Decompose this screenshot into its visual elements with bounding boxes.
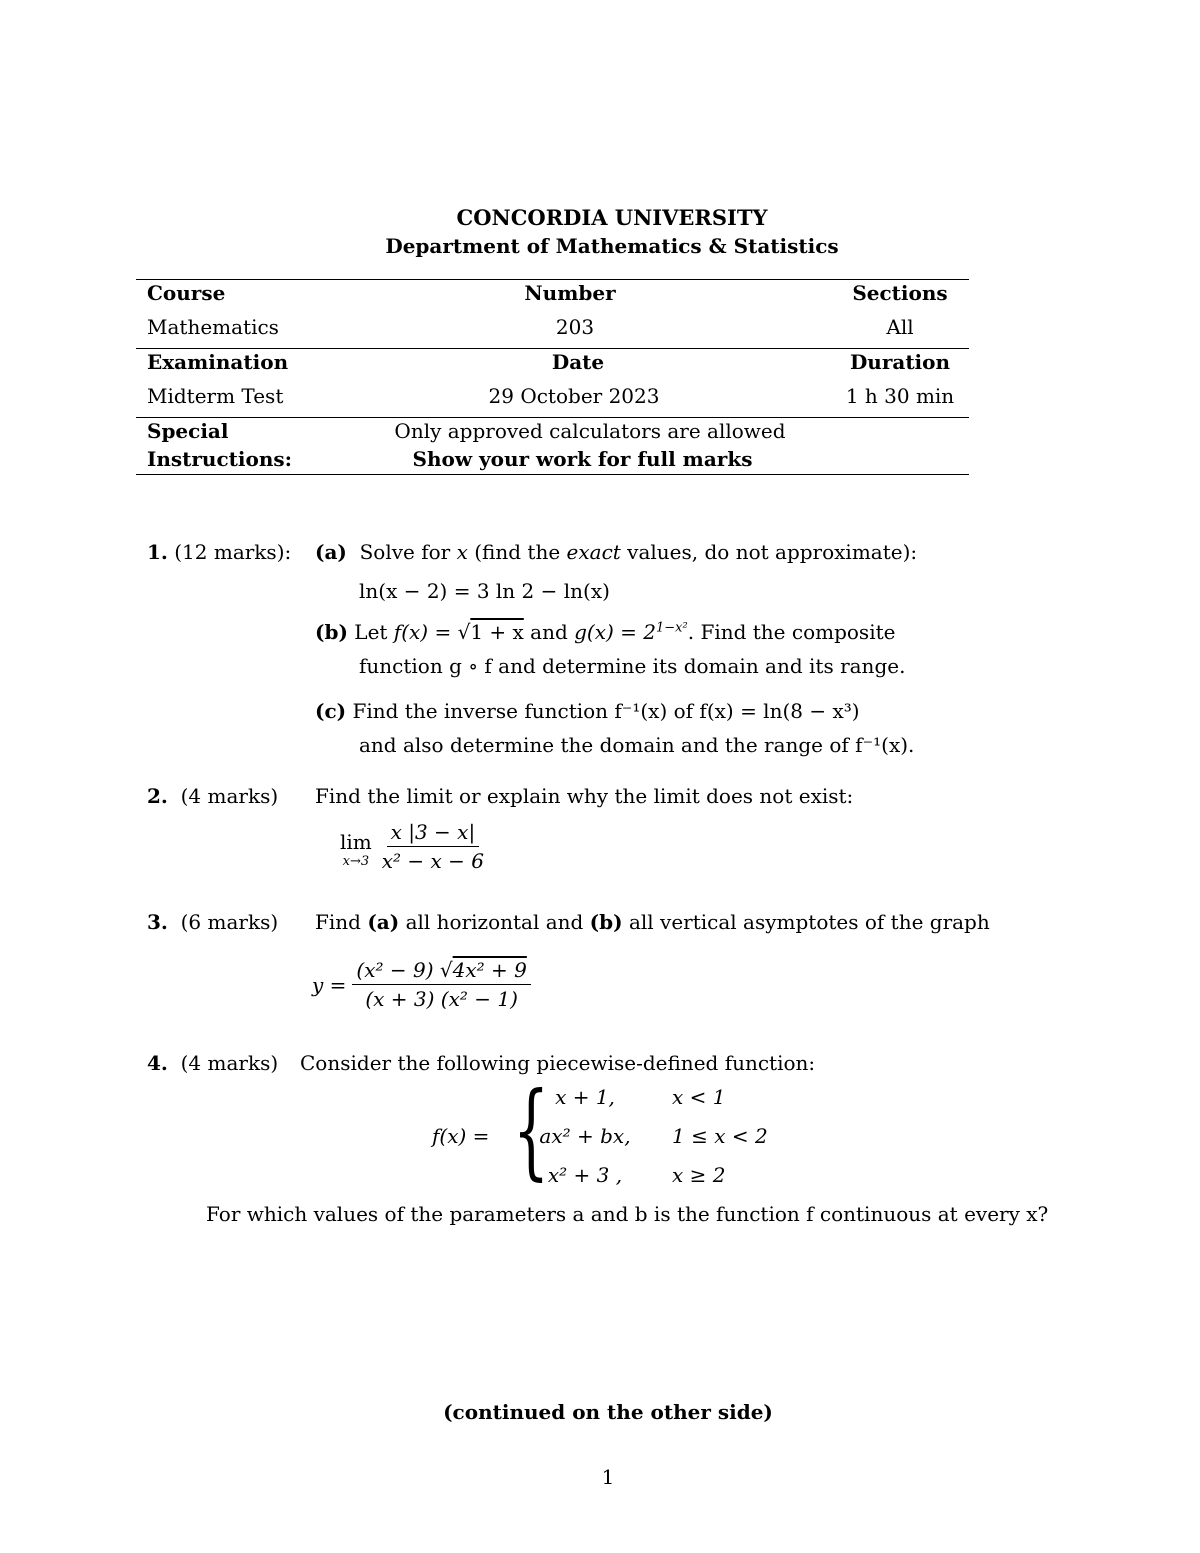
question-3-header: [147, 910, 278, 934]
duration-value: 1 h 30 min: [845, 384, 955, 408]
special-instruction-show-work: Show your work for full marks: [412, 447, 753, 471]
limit-fraction: [378, 820, 488, 873]
q1a-text: Solve for: [359, 540, 457, 564]
q3-lhs: y =: [312, 972, 347, 997]
case-3-cond: x ≥ 2: [672, 1163, 726, 1187]
question-3-marks: (6 marks): [180, 910, 279, 934]
duration-header: Duration: [849, 350, 951, 374]
question-2-text: Find the limit or explain why the limit does not exist:: [315, 784, 854, 808]
table-rule-3: [136, 417, 969, 418]
q1b-let: Let: [354, 620, 394, 644]
special-instruction-calculators: Only approved calculators are allowed: [394, 419, 786, 443]
examination-header: Examination: [147, 350, 289, 374]
q4-lhs: f(x) =: [432, 1124, 490, 1148]
question-3-number: 3.: [147, 910, 168, 934]
number-value: 203: [555, 315, 595, 339]
question-1b: [315, 620, 895, 644]
question-1-header: [147, 540, 291, 564]
question-1-marks: (12 marks):: [174, 540, 292, 564]
question-1b-label: (b): [315, 620, 348, 644]
q3-num-sqrt: 4x² + 9: [452, 958, 527, 982]
q1b-exponent: 1−x²: [656, 620, 688, 636]
sections-value: All: [886, 315, 914, 339]
date-value: 29 October 2023: [488, 384, 660, 408]
q3-b: (b): [589, 910, 623, 934]
question-2-header: [147, 784, 278, 808]
limit-denominator: x² − x − 6: [381, 849, 485, 873]
lim-text: lim: [340, 830, 372, 854]
instructions-label: Instructions:: [147, 447, 293, 471]
q3-text-2: all horizontal and: [399, 910, 590, 934]
question-4-number: 4.: [147, 1051, 168, 1075]
case-3-expr: x² + 3 ,: [547, 1163, 623, 1187]
q3-a: (a): [367, 910, 400, 934]
q1b-f: f(x) =: [393, 620, 458, 644]
continued-note: (continued on the other side): [443, 1400, 773, 1424]
left-brace-icon: {: [512, 1069, 550, 1191]
table-rule-top: [136, 279, 969, 280]
q1b-and: and: [523, 620, 575, 644]
question-1-number: 1.: [147, 540, 168, 564]
limit-operator: [340, 830, 372, 869]
question-2-limit: [340, 820, 488, 873]
question-4-prompt: For which values of the parameters a and b is the function f continuous at every x?: [206, 1202, 1049, 1226]
question-2-marks: (4 marks): [180, 784, 279, 808]
q1c-text: Find the inverse function f⁻¹(x) of f(x) = ln(8 − x³): [352, 699, 860, 723]
sqrt-symbol: √: [439, 958, 453, 982]
case-2-cond: 1 ≤ x < 2: [672, 1124, 768, 1148]
department-title: Department of Mathematics & Statistics: [385, 234, 839, 258]
question-1c-line2: and also determine the domain and the range of f⁻¹(x).: [359, 733, 915, 757]
q3-text-1: Find: [315, 910, 368, 934]
special-label: Special: [147, 419, 229, 443]
examination-value: Midterm Test: [147, 384, 284, 408]
q3-text-3: all vertical asymptotes of the graph: [622, 910, 990, 934]
table-rule-2: [136, 348, 969, 349]
question-4-header: [147, 1051, 278, 1075]
q3-fraction: [352, 958, 530, 1011]
q1a-text-3: values, do not approximate):: [620, 540, 918, 564]
q1b-sqrt: 1 + x: [470, 620, 524, 644]
q1b-g: g(x) = 2: [574, 620, 657, 644]
university-title: CONCORDIA UNIVERSITY: [456, 205, 768, 230]
sections-header: Sections: [852, 281, 948, 305]
page-number: 1: [601, 1465, 615, 1489]
question-1c-label: (c): [315, 699, 347, 723]
course-header: Course: [147, 281, 226, 305]
limit-numerator: x |3 − x|: [387, 820, 480, 847]
q1a-var: x: [456, 540, 468, 564]
case-2-expr: ax² + bx,: [539, 1124, 631, 1148]
question-2-number: 2.: [147, 784, 168, 808]
question-1c: [315, 699, 860, 723]
question-1a-equation: ln(x − 2) = 3 ln 2 − ln(x): [359, 579, 610, 603]
question-1a-label: (a): [315, 540, 347, 564]
question-1b-line2: function g ∘ f and determine its domain and its range.: [359, 654, 906, 678]
number-header: Number: [524, 281, 616, 305]
q3-num-left: (x² − 9): [356, 958, 440, 982]
course-value: Mathematics: [147, 315, 279, 339]
question-3-equation: [312, 958, 531, 1011]
q1a-text-2: (find the: [467, 540, 567, 564]
lim-subscript: x→3: [342, 854, 370, 869]
q1b-text: . Find the composite: [687, 620, 896, 644]
table-rule-bottom: [136, 474, 969, 475]
sqrt-symbol: √: [457, 620, 471, 644]
q1a-exact: exact: [566, 540, 621, 564]
case-1-expr: x + 1,: [555, 1085, 615, 1109]
q3-denominator: (x + 3) (x² − 1): [365, 987, 518, 1011]
q3-numerator: [352, 958, 530, 985]
case-1-cond: x < 1: [672, 1085, 726, 1109]
question-4-text: Consider the following piecewise-defined function:: [300, 1051, 816, 1075]
date-header: Date: [551, 350, 605, 374]
question-4-marks: (4 marks): [180, 1051, 279, 1075]
question-1a: [315, 540, 917, 564]
question-3-text: [315, 910, 990, 934]
